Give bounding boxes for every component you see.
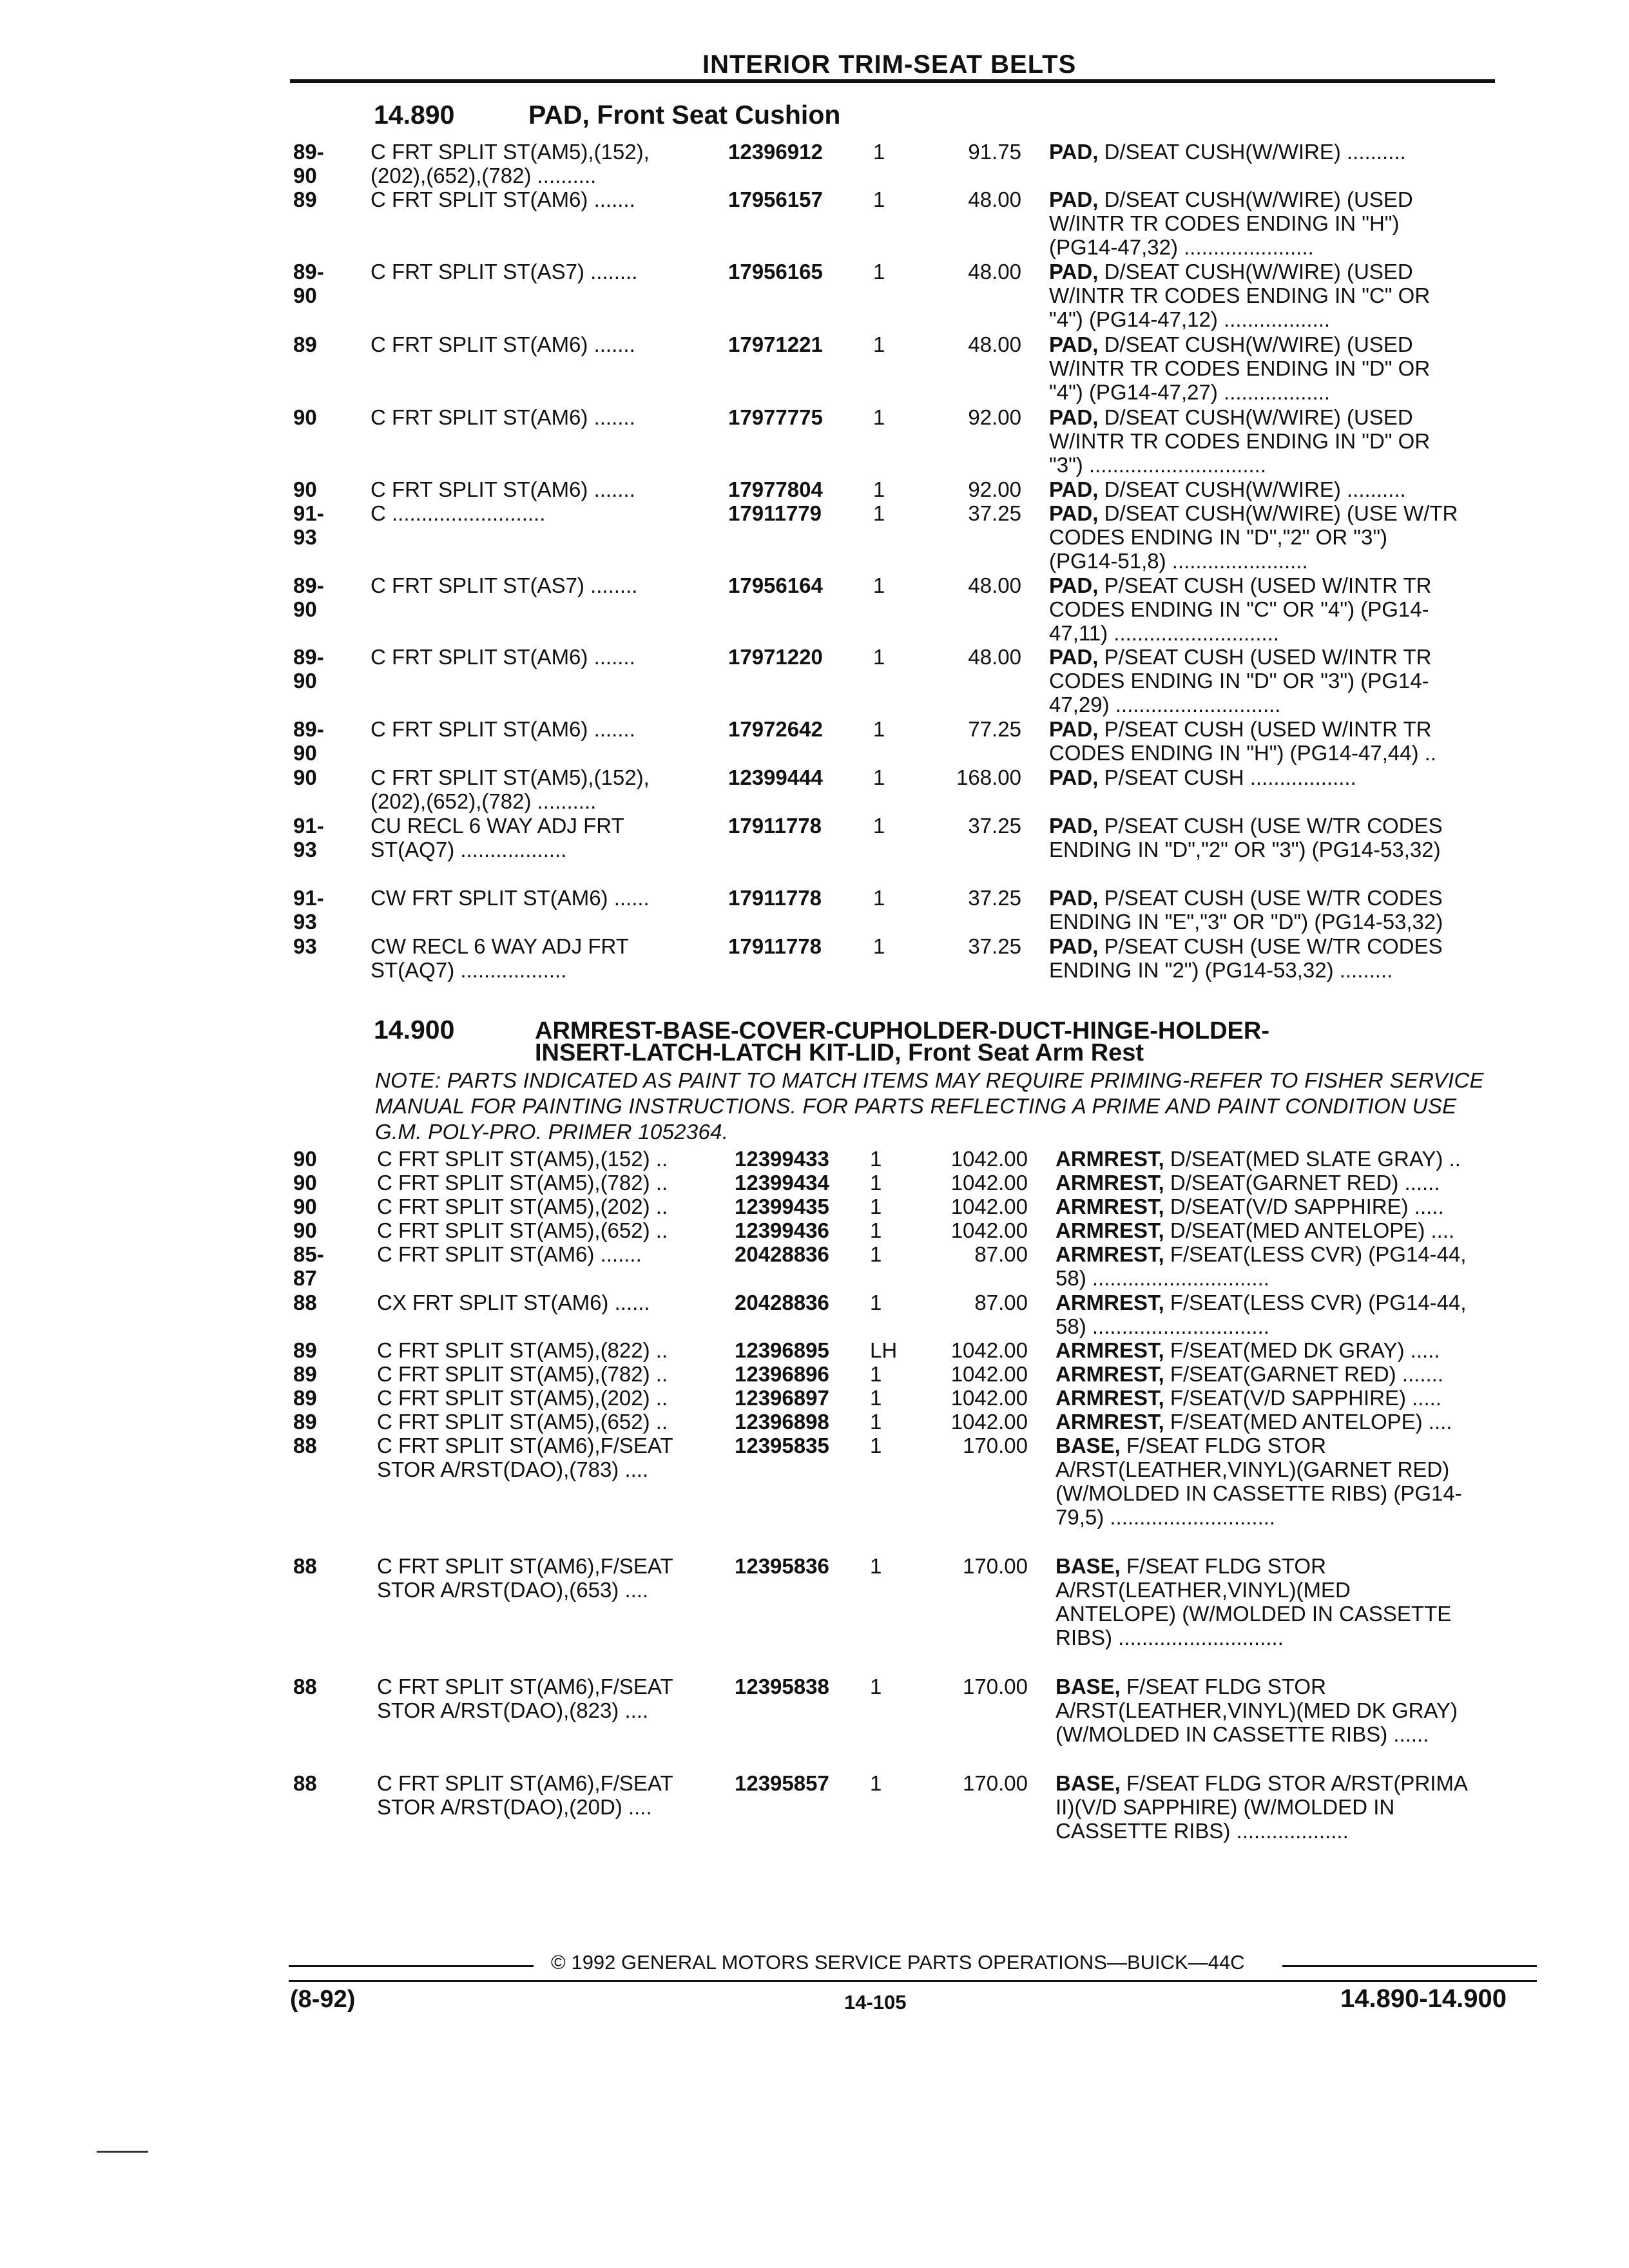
quantity: 1 — [870, 1386, 882, 1410]
model-year: 90 — [293, 1147, 317, 1171]
price: 48.00 — [968, 573, 1021, 597]
part-number: 12399434 — [735, 1171, 829, 1195]
part-name: PAD, — [1049, 260, 1099, 284]
part-name: BASE, — [1055, 1771, 1121, 1795]
part-number: 12396898 — [735, 1410, 829, 1434]
quantity: 1 — [873, 140, 885, 164]
part-description — [1049, 140, 1507, 164]
section-number: 14.890 — [374, 100, 455, 130]
part-detail: F/SEAT(V/D SAPPHIRE) ..... — [1164, 1386, 1441, 1410]
part-detail: D/SEAT CUSH(W/WIRE) (USED W/INTR TR CODES ENDING IN "D" OR "3") .............................. — [1049, 405, 1431, 477]
part-description — [1055, 1171, 1507, 1195]
quantity: 1 — [870, 1434, 882, 1457]
model-description: C FRT SPLIT ST(AM6) ....... — [371, 187, 635, 211]
price: 87.00 — [974, 1291, 1028, 1314]
part-name: ARMREST, — [1055, 1242, 1164, 1266]
quantity: 1 — [870, 1147, 882, 1171]
quantity: 1 — [870, 1771, 882, 1795]
part-name: ARMREST, — [1055, 1195, 1164, 1218]
part-description — [1049, 765, 1507, 789]
part-name: PAD, — [1049, 140, 1099, 164]
model-year: 85-87 — [293, 1242, 324, 1290]
price: 77.25 — [968, 717, 1021, 741]
footer-rule-bottom — [289, 1980, 1537, 1982]
model-description: C FRT SPLIT ST(AM6) ....... — [371, 645, 635, 669]
part-detail: F/SEAT FLDG STOR A/RST(LEATHER,VINYL)(MED DK GRAY) (W/MOLDED IN CASSETTE RIBS) ...... — [1055, 1675, 1458, 1746]
part-detail: P/SEAT CUSH .................. — [1098, 765, 1356, 789]
price: 168.00 — [956, 765, 1021, 789]
model-year: 89-90 — [293, 573, 324, 621]
quantity: 1 — [870, 1195, 882, 1218]
model-description: C .......................... — [371, 501, 546, 525]
footer-page-number: 14-105 — [844, 1991, 907, 2013]
part-name: ARMREST, — [1055, 1386, 1164, 1410]
part-description — [1055, 1362, 1507, 1386]
part-description — [1055, 1386, 1507, 1410]
quantity: LH — [870, 1338, 898, 1362]
price: 37.25 — [968, 934, 1021, 958]
part-number: 12395838 — [735, 1675, 829, 1698]
part-number: 17972642 — [728, 717, 823, 741]
part-detail: D/SEAT(MED ANTELOPE) .... — [1164, 1218, 1455, 1242]
part-description — [1055, 1554, 1507, 1649]
model-year: 91-93 — [293, 501, 324, 549]
part-description — [1055, 1147, 1507, 1171]
part-description — [1055, 1291, 1507, 1338]
part-name: PAD, — [1049, 717, 1099, 741]
model-year: 90 — [293, 1218, 317, 1242]
price: 1042.00 — [950, 1147, 1028, 1171]
part-name: PAD, — [1049, 934, 1099, 958]
model-year: 89 — [293, 1386, 317, 1410]
model-year: 89 — [293, 332, 317, 356]
model-description: C FRT SPLIT ST(AM5),(652) .. — [377, 1410, 668, 1434]
quantity: 1 — [873, 187, 885, 211]
part-detail: P/SEAT CUSH (USED W/INTR TR CODES ENDING IN "H") (PG14-47,44) .. — [1049, 717, 1437, 765]
part-detail: F/SEAT FLDG STOR A/RST(LEATHER,VINYL)(MED ANTELOPE) (W/MOLDED IN CASSETTE RIBS) ............................ — [1055, 1554, 1452, 1649]
model-description: C FRT SPLIT ST(AM5),(202) .. — [377, 1386, 668, 1410]
part-number: 17911778 — [728, 886, 822, 910]
quantity: 1 — [870, 1554, 882, 1578]
page-header: INTERIOR TRIM-SEAT BELTS — [702, 50, 1077, 79]
part-number: 17956165 — [728, 260, 823, 284]
part-description — [1049, 260, 1507, 331]
part-detail: D/SEAT(V/D SAPPHIRE) ..... — [1164, 1195, 1444, 1218]
part-name: ARMREST, — [1055, 1410, 1164, 1434]
price: 1042.00 — [950, 1171, 1028, 1195]
footer-copyright: © 1992 GENERAL MOTORS SERVICE PARTS OPERATIONS—BUICK—44C — [551, 1951, 1245, 1974]
section-title-line1: ARMREST-BASE-COVER-CUPHOLDER-DUCT-HINGE-HOLDER- — [535, 1017, 1269, 1044]
part-description — [1055, 1338, 1507, 1362]
price: 48.00 — [968, 260, 1021, 284]
part-description — [1049, 501, 1507, 573]
part-number: 20428836 — [735, 1291, 829, 1314]
part-detail: D/SEAT(GARNET RED) ...... — [1164, 1171, 1440, 1195]
model-description: C FRT SPLIT ST(AM5),(822) .. — [377, 1338, 668, 1362]
part-name: PAD, — [1049, 886, 1099, 910]
part-description — [1049, 187, 1507, 259]
model-year: 89-90 — [293, 260, 324, 307]
quantity: 1 — [873, 645, 885, 669]
model-year: 88 — [293, 1434, 317, 1457]
part-description — [1049, 814, 1507, 861]
model-description: C FRT SPLIT ST(AM5),(202) .. — [377, 1195, 668, 1218]
model-description: C FRT SPLIT ST(AM6),F/SEAT STOR A/RST(DAO),(20D) .... — [377, 1771, 673, 1819]
model-description: C FRT SPLIT ST(AM6),F/SEAT STOR A/RST(DAO),(653) .... — [377, 1554, 673, 1602]
model-description: C FRT SPLIT ST(AM6) ....... — [371, 717, 635, 741]
part-name: PAD, — [1049, 477, 1099, 501]
part-number: 17971221 — [728, 332, 823, 356]
part-number: 17956164 — [728, 573, 823, 597]
part-number: 17911778 — [728, 934, 822, 958]
price: 170.00 — [963, 1434, 1028, 1457]
part-detail: F/SEAT(GARNET RED) ....... — [1164, 1362, 1444, 1386]
part-name: PAD, — [1049, 765, 1099, 789]
part-number: 12395836 — [735, 1554, 829, 1578]
quantity: 1 — [870, 1675, 882, 1698]
model-description: C FRT SPLIT ST(AM5),(782) .. — [377, 1171, 668, 1195]
model-year: 89-90 — [293, 645, 324, 693]
part-detail: D/SEAT CUSH(W/WIRE) (USED W/INTR TR CODES ENDING IN "H") (PG14-47,32) ...................... — [1049, 187, 1413, 259]
part-description — [1055, 1242, 1507, 1290]
part-name: PAD, — [1049, 187, 1099, 211]
price: 1042.00 — [950, 1362, 1028, 1386]
footer-rule-right — [1282, 1965, 1537, 1967]
quantity: 1 — [873, 477, 885, 501]
model-year: 89 — [293, 187, 317, 211]
model-year: 90 — [293, 477, 317, 501]
part-description — [1055, 1675, 1507, 1746]
price: 48.00 — [968, 645, 1021, 669]
part-name: ARMREST, — [1055, 1362, 1164, 1386]
model-description: C FRT SPLIT ST(AM6) ....... — [371, 477, 635, 501]
model-description: C FRT SPLIT ST(AM6),F/SEAT STOR A/RST(DAO),(783) .... — [377, 1434, 673, 1481]
part-description — [1055, 1195, 1507, 1218]
part-description — [1049, 405, 1507, 477]
part-name: ARMREST, — [1055, 1218, 1164, 1242]
quantity: 1 — [870, 1218, 882, 1242]
price: 170.00 — [963, 1771, 1028, 1795]
model-year: 91-93 — [293, 886, 324, 934]
part-number: 20428836 — [735, 1242, 829, 1266]
part-name: PAD, — [1049, 814, 1099, 838]
quantity: 1 — [873, 814, 885, 838]
model-year: 88 — [293, 1675, 317, 1698]
model-description: CX FRT SPLIT ST(AM6) ...... — [377, 1291, 650, 1314]
model-description: C FRT SPLIT ST(AM5),(652) .. — [377, 1218, 668, 1242]
model-year: 89 — [293, 1338, 317, 1362]
model-year: 89 — [293, 1362, 317, 1386]
quantity: 1 — [873, 934, 885, 958]
part-detail: D/SEAT(MED SLATE GRAY) .. — [1164, 1147, 1461, 1171]
model-description: C FRT SPLIT ST(AS7) ........ — [371, 260, 638, 284]
model-description: CW FRT SPLIT ST(AM6) ...... — [371, 886, 650, 910]
part-description — [1055, 1410, 1507, 1434]
part-detail: F/SEAT(MED DK GRAY) ..... — [1164, 1338, 1440, 1362]
model-description: C FRT SPLIT ST(AM5),(152), (202),(652),(782) .......... — [371, 140, 650, 187]
section-note: NOTE: PARTS INDICATED AS PAINT TO MATCH ITEMS MAY REQUIRE PRIMING-REFER TO FISHER SERVICE MANUAL FOR PAINTING INSTRUCTIONS. FOR PARTS REFLECTING A PRIME AND PAINT CONDITION USE G.M. POLY-PRO. PRIMER 1052364. — [375, 1068, 1484, 1144]
part-detail: P/SEAT CUSH (USED W/INTR TR CODES ENDING IN "C" OR "4") (PG14- 47,11) ............................ — [1049, 573, 1432, 645]
part-description — [1049, 645, 1507, 716]
part-detail: D/SEAT CUSH(W/WIRE) (USE W/TR CODES ENDING IN "D","2" OR "3") (PG14-51,8) ....................... — [1049, 501, 1458, 573]
part-number: 12399435 — [735, 1195, 829, 1218]
price: 170.00 — [963, 1554, 1028, 1578]
price: 37.25 — [968, 886, 1021, 910]
footer-rule-left — [289, 1965, 534, 1967]
quantity: 1 — [873, 332, 885, 356]
part-name: PAD, — [1049, 405, 1099, 429]
footer-section-range: 14.890-14.900 — [1340, 1984, 1507, 2013]
quantity: 1 — [873, 405, 885, 429]
part-detail: D/SEAT CUSH(W/WIRE) .......... — [1098, 140, 1406, 164]
part-name: BASE, — [1055, 1434, 1121, 1457]
part-description — [1049, 332, 1507, 404]
part-detail: D/SEAT CUSH(W/WIRE) (USED W/INTR TR CODES ENDING IN "C" OR "4") (PG14-47,12) .................. — [1049, 260, 1431, 331]
model-description: C FRT SPLIT ST(AM5),(152), (202),(652),(782) .......... — [371, 765, 650, 813]
quantity: 1 — [873, 501, 885, 525]
quantity: 1 — [873, 260, 885, 284]
part-detail: F/SEAT FLDG STOR A/RST(LEATHER,VINYL)(GARNET RED) (W/MOLDED IN CASSETTE RIBS) (PG14- 79,5) ............................ — [1055, 1434, 1462, 1529]
part-detail: D/SEAT CUSH(W/WIRE) (USED W/INTR TR CODES ENDING IN "D" OR "4") (PG14-47,27) .................. — [1049, 332, 1431, 404]
part-detail: F/SEAT(LESS CVR) (PG14-44, 58) .............................. — [1055, 1242, 1467, 1290]
part-name: BASE, — [1055, 1554, 1121, 1578]
price: 170.00 — [963, 1675, 1028, 1698]
quantity: 1 — [870, 1410, 882, 1434]
part-number: 12396897 — [735, 1386, 829, 1410]
part-description — [1049, 886, 1507, 934]
model-year: 89 — [293, 1410, 317, 1434]
section-14900-heading-line2 — [535, 1040, 1144, 1066]
part-name: PAD, — [1049, 573, 1099, 597]
part-detail: P/SEAT CUSH (USE W/TR CODES ENDING IN "D","2" OR "3") (PG14-53,32) — [1049, 814, 1443, 861]
section-14890-heading — [374, 100, 840, 130]
part-number: 17956157 — [728, 187, 823, 211]
price: 1042.00 — [950, 1338, 1028, 1362]
model-description: CU RECL 6 WAY ADJ FRT ST(AQ7) .................. — [371, 814, 624, 861]
price: 37.25 — [968, 501, 1021, 525]
part-name: ARMREST, — [1055, 1291, 1164, 1314]
header-rule — [290, 79, 1495, 83]
model-year: 93 — [293, 934, 317, 958]
footer-date: (8-92) — [290, 1986, 356, 2013]
model-year: 88 — [293, 1554, 317, 1578]
model-year: 88 — [293, 1291, 317, 1314]
quantity: 1 — [870, 1362, 882, 1386]
quantity: 1 — [873, 573, 885, 597]
model-description: C FRT SPLIT ST(AM6) ....... — [371, 332, 635, 356]
part-detail: P/SEAT CUSH (USE W/TR CODES ENDING IN "2") (PG14-53,32) ......... — [1049, 934, 1443, 982]
model-description: C FRT SPLIT ST(AM6),F/SEAT STOR A/RST(DAO),(823) .... — [377, 1675, 673, 1722]
quantity: 1 — [870, 1171, 882, 1195]
price: 92.00 — [968, 405, 1021, 429]
section-title: PAD, Front Seat Cushion — [528, 100, 841, 130]
part-number: 12396896 — [735, 1362, 829, 1386]
section-number: 14.900 — [374, 1015, 455, 1044]
part-description — [1049, 717, 1507, 765]
part-name: PAD, — [1049, 501, 1099, 525]
part-number: 12399433 — [735, 1147, 829, 1171]
part-name: PAD, — [1049, 645, 1099, 669]
price: 92.00 — [968, 477, 1021, 501]
model-year: 90 — [293, 765, 317, 789]
part-number: 17971220 — [728, 645, 823, 669]
part-detail: F/SEAT(MED ANTELOPE) .... — [1164, 1410, 1452, 1434]
price: 48.00 — [968, 332, 1021, 356]
model-year: 90 — [293, 405, 317, 429]
part-name: PAD, — [1049, 332, 1099, 356]
part-detail: P/SEAT CUSH (USED W/INTR TR CODES ENDING IN "D" OR "3") (PG14- 47,29) ............................ — [1049, 645, 1432, 716]
part-name: ARMREST, — [1055, 1171, 1164, 1195]
model-description: C FRT SPLIT ST(AS7) ........ — [371, 573, 638, 597]
model-year: 90 — [293, 1195, 317, 1218]
model-description: C FRT SPLIT ST(AM6) ....... — [371, 405, 635, 429]
price: 1042.00 — [950, 1195, 1028, 1218]
part-description — [1049, 934, 1507, 982]
part-description — [1055, 1218, 1507, 1242]
part-number: 17977775 — [728, 405, 823, 429]
part-detail: F/SEAT(LESS CVR) (PG14-44, 58) .............................. — [1055, 1291, 1467, 1338]
price: 87.00 — [974, 1242, 1028, 1266]
part-number: 17911778 — [728, 814, 822, 838]
part-number: 17911779 — [728, 501, 822, 525]
price: 37.25 — [968, 814, 1021, 838]
section-title-line2: INSERT-LATCH-LATCH KIT-LID, Front Seat Arm Rest — [535, 1039, 1144, 1066]
model-description: C FRT SPLIT ST(AM5),(782) .. — [377, 1362, 668, 1386]
part-detail: D/SEAT CUSH(W/WIRE) .......... — [1098, 477, 1406, 501]
quantity: 1 — [870, 1242, 882, 1266]
price: 1042.00 — [950, 1218, 1028, 1242]
part-name: ARMREST, — [1055, 1338, 1164, 1362]
part-number: 12395857 — [735, 1771, 829, 1795]
part-name: ARMREST, — [1055, 1147, 1164, 1171]
part-number: 12396895 — [735, 1338, 829, 1362]
price: 1042.00 — [950, 1410, 1028, 1434]
model-description: C FRT SPLIT ST(AM6) ....... — [377, 1242, 642, 1266]
part-number: 12399444 — [728, 765, 823, 789]
price: 48.00 — [968, 187, 1021, 211]
part-description — [1049, 477, 1507, 501]
part-number: 17977804 — [728, 477, 823, 501]
model-year: 88 — [293, 1771, 317, 1795]
quantity: 1 — [873, 886, 885, 910]
part-number: 12399436 — [735, 1218, 829, 1242]
model-year: 89-90 — [293, 140, 324, 187]
model-description: CW RECL 6 WAY ADJ FRT ST(AQ7) .................. — [371, 934, 629, 982]
part-number: 12396912 — [728, 140, 823, 164]
part-description — [1049, 573, 1507, 645]
scan-mark — [97, 2151, 148, 2153]
model-description: C FRT SPLIT ST(AM5),(152) .. — [377, 1147, 668, 1171]
model-year: 90 — [293, 1171, 317, 1195]
model-year: 89-90 — [293, 717, 324, 765]
model-year: 91-93 — [293, 814, 324, 861]
part-name: BASE, — [1055, 1675, 1121, 1698]
price: 1042.00 — [950, 1386, 1028, 1410]
part-detail: F/SEAT FLDG STOR A/RST(PRIMA II)(V/D SAPPHIRE) (W/MOLDED IN CASSETTE RIBS) ................... — [1055, 1771, 1468, 1843]
quantity: 1 — [873, 765, 885, 789]
quantity: 1 — [873, 717, 885, 741]
part-description — [1055, 1434, 1507, 1529]
quantity: 1 — [870, 1291, 882, 1314]
part-description — [1055, 1771, 1507, 1843]
part-detail: P/SEAT CUSH (USE W/TR CODES ENDING IN "E","3" OR "D") (PG14-53,32) — [1049, 886, 1443, 934]
price: 91.75 — [968, 140, 1021, 164]
part-number: 12395835 — [735, 1434, 829, 1457]
